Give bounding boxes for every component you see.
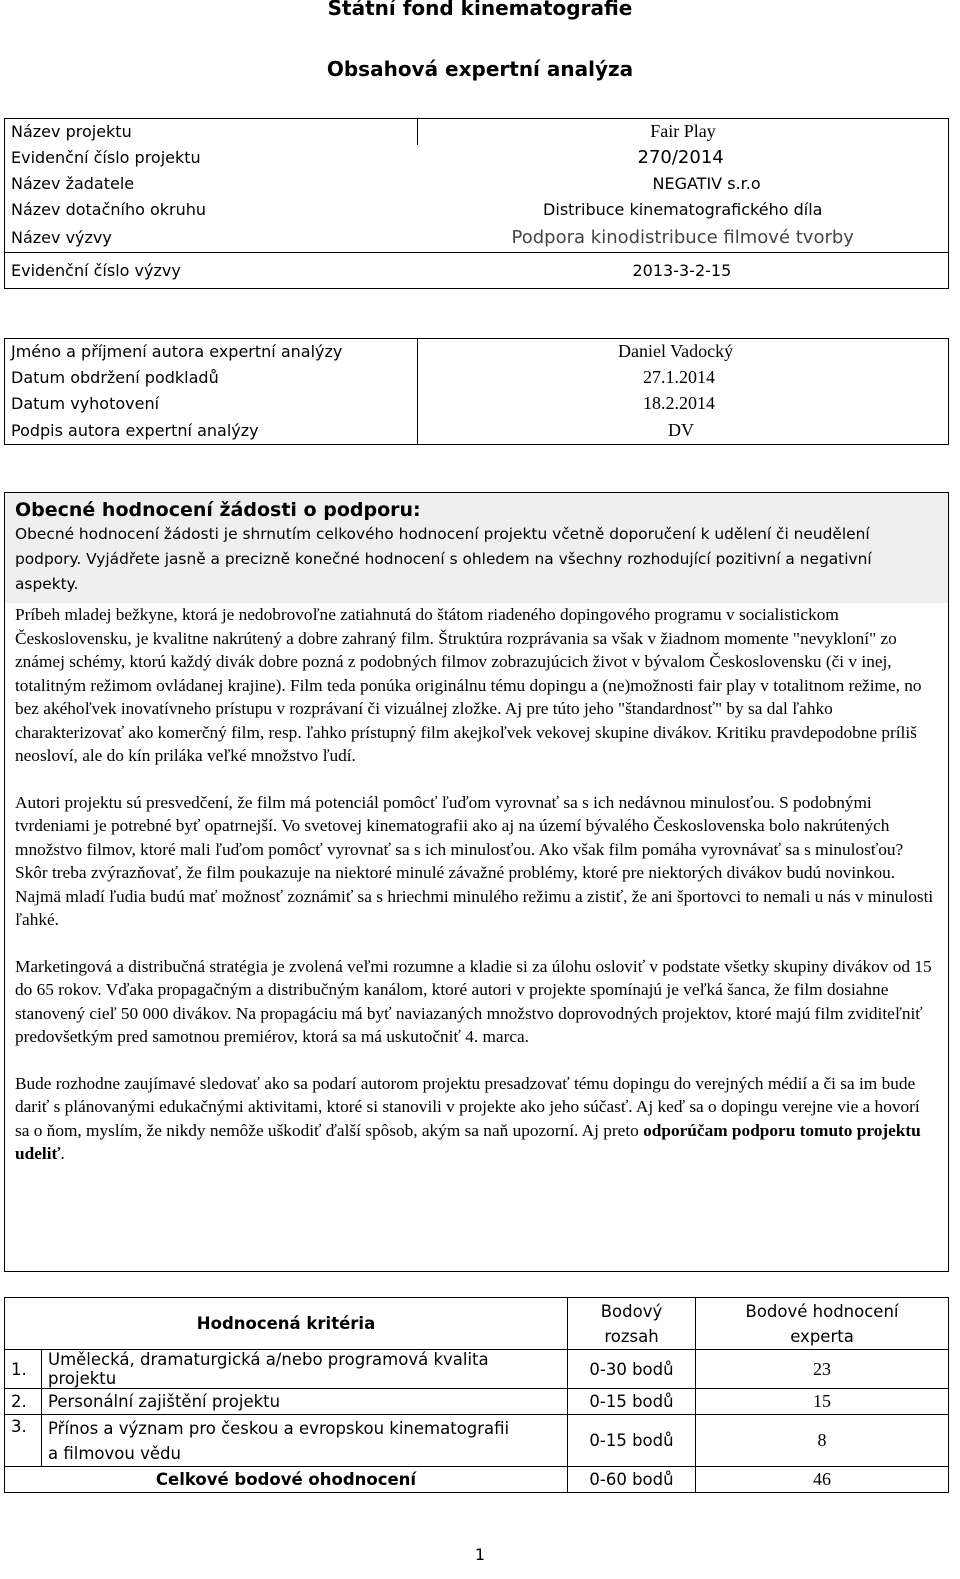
criterion-score: 23 [696,1350,949,1389]
call-number-value: 2013-3-2-15 [632,261,732,280]
final-period: . [60,1144,65,1163]
call-name-value: Podpora kinodistribuce filmové tvorby [511,226,854,248]
project-number-value: 270/2014 [637,147,724,168]
project-name-label: Název projektu [11,122,132,142]
score-header: Bodové hodnocení experta [696,1298,949,1350]
received-date-label: Datum obdržení podkladů [5,365,418,391]
completed-date-value: 18.2.2014 [643,393,715,413]
grant-area-value: Distribuce kinematografického díla [543,200,823,219]
total-score: 46 [696,1467,949,1493]
table-row [5,1350,949,1389]
final-paragraph-text: Bude rozhodne zaujímavé sledovať ako sa podarí autorom projektu presadzovať tému dopingu do verejných médií a či sa im bude dariť s plánovanými edukačnými aktivitami, ktoré si stanovili v projekte ako jeho súčasť. Aj keď sa o dopingu verejne vie a hovorí sa o ňom, myslím, že nikdy nemôže uškodiť ďalší spôsob, akým sa naň upozorní. Aj preto [15,1073,920,1140]
author-name-value: Daniel Vadocký [618,341,734,362]
criteria-table [4,1297,949,1493]
document-title: Obsahová expertní analýza [326,57,634,81]
criterion-score: 15 [696,1389,949,1415]
criteria-header: Hodnocená kritéria [5,1298,568,1350]
criterion-number: 2. [5,1389,42,1415]
evaluation-paragraph: Marketingová a distribučná stratégia je zvolená veľmi rozumne a kladie si za úlohu osloviť v podstate všetky skupiny divákov od 15 do 65 rokov. Vďaka propagačným a distribučným kanálom, ktoré autori v projekte spomínajú je veľká šanca, že film dosiahne stanovený cieľ 50 000 divákov. Na propagáciu má byť naviazaných množstvo doprovodných projektov, ktoré majú film zviditeľniť predovšetkým pred samotnou premiérov, ktorá sa má uskutočniť 4. marca. [15,956,932,1046]
grant-area-label: Název dotačního okruhu [11,200,207,219]
criterion-range: 0-15 bodů [568,1389,696,1415]
signature-label: Podpis autora expertní analýzy [5,417,418,445]
total-row [5,1467,949,1493]
criterion-name: Přínos a význam pro českou a evropskou kinematografii a filmovou vědu [42,1415,568,1467]
evaluation-instructions-area [5,493,948,603]
received-date-value: 27.1.2014 [643,367,715,387]
applicant-value: NEGATIV s.r.o [652,174,761,193]
evaluation-paragraph: Autori projektu sú presvedčení, že film má potenciál pomôcť ľuďom vyrovnať sa s ich nedávnou minulosťou. S podobnými tvrdeniami je potrebné byť opatrnejší. Vo svetovej kinematografii ako aj na území bývalého Československa bolo nakrútených množstvo filmov, ktoré mali ľuďom pomôcť vyrovnať sa s ich minulosťou. Ako však film pomáha vyrovnávať sa s minulosťou? Skôr treba zvýrazňovať, že film poukazuje na niektoré minulé závažné problémy, ktoré pre niektorých divákov budú novinkou. Najmä mladí ľudia budú mať možnosť zoznámiť sa s hriechmi minulého režimu a zistiť, že ani športovci to nemali u nás v minulosti ľahké. [15,792,934,929]
evaluation-paragraph: Príbeh mladej bežkyne, ktorá je nedobrovoľne zatiahnutá do štátom riadeného dopingového programu v socialistickom Československu, je kvalitne nakrútený a dobre zahraný film. Štruktúra rozprávania sa však v žiadnom momente "nevykloní" zo známej schémy, ktorú každý divák dobre pozná z podobných filmov zobrazujúcich život v bývalom Československu (či v inej, totalitným režimom ovládanej krajine). Film teda ponúka originálnu tému dopingu a (ne)možnosti fair play v totalitnom režime, no bez akéhoľvek inovatívneho prístupu v rozprávaní či vizuálnej zložke. Aj pre túto jeho "štandardnosť" by sa dal ľahko charakterizovať ako komerčný film, resp. ľahko prístupný film akejkoľvek vekovej skupine divákov. Kritiku pravdepodobne príliš neosloví, ale do kín priláka veľké množstvo ľudí. [15,605,922,765]
recommendation: odporúčam podporu tomuto projektu udeliť [15,1120,921,1163]
table-row [5,1415,949,1467]
evaluation-instructions: Obecné hodnocení žádosti je shrnutím celkového hodnocení projektu včetně doporučení k udělení či neudělení podpory. Vyjádřete jasně a precizně konečné hodnocení s ohledem na všechny rozhodující pozitivní a negativní aspekty. [15,525,872,593]
table-row [5,1389,949,1415]
author-name-label: Jméno a příjmení autora expertní analýzy [5,339,418,365]
applicant-label: Název žadatele [11,174,135,193]
criterion-range: 0-30 bodů [568,1350,696,1389]
criterion-number: 3. [5,1415,42,1467]
range-header: Bodový rozsah [568,1298,696,1350]
call-number-label: Evidenční číslo výzvy [11,261,181,280]
criterion-name: Personální zajištění projektu [42,1389,568,1415]
org-title: Státní fond kinematografie [327,0,633,20]
total-range: 0-60 bodů [568,1467,696,1493]
evaluation-text [5,603,948,1166]
evaluation-box [4,492,949,1272]
call-name-label: Název výzvy [11,227,112,247]
criterion-number: 1. [5,1350,42,1389]
total-label: Celkové bodové ohodnocení [5,1467,568,1493]
project-info-table [4,118,949,289]
evaluation-heading: Obecné hodnocení žádosti o podporu: [15,499,421,521]
completed-date-label: Datum vyhotovení [5,391,418,417]
signature-value: DV [668,419,694,440]
project-name-value: Fair Play [418,119,949,145]
criterion-name: Umělecká, dramaturgická a/nebo programová kvalita projektu [42,1350,568,1389]
criterion-range: 0-15 bodů [568,1415,696,1467]
page-number: 1 [474,1545,486,1564]
author-table [4,338,949,445]
evaluation-paragraph [15,1072,936,1166]
project-number-label: Evidenční číslo projektu [11,148,201,167]
criterion-score: 8 [696,1415,949,1467]
